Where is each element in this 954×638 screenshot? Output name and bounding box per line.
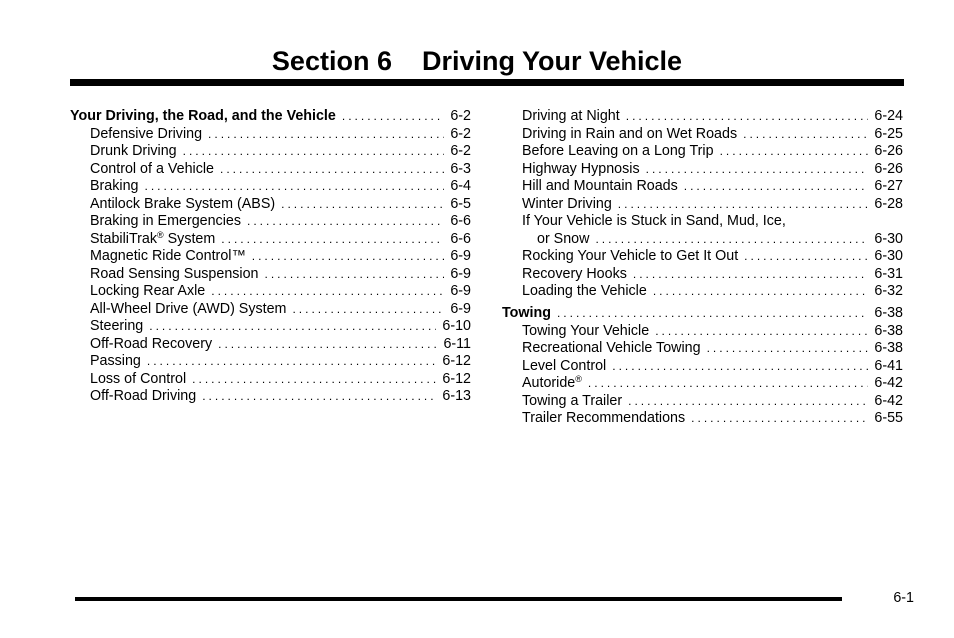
toc-entry-label (70, 248, 246, 266)
toc-entry-title: Recovery Hooks (522, 265, 627, 282)
toc-entry-title: Your Driving, the Road, and the Vehicle (70, 108, 336, 124)
dot-leader (218, 336, 437, 354)
toc-entry-page: 6-5 (450, 195, 471, 212)
toc-entry-page: 6-30 (874, 230, 903, 247)
dot-leader (707, 340, 869, 358)
toc-entry[interactable] (502, 410, 903, 428)
toc-entry-label (70, 196, 275, 214)
toc-entry[interactable] (502, 231, 903, 249)
toc-entry-page: 6-9 (450, 265, 471, 282)
registered-mark: ® (575, 374, 582, 384)
dot-leader (208, 126, 444, 144)
toc-entry[interactable] (502, 358, 903, 376)
toc-entry-page: 6-55 (874, 410, 903, 426)
toc-entry-label (502, 340, 701, 358)
toc-entry-label (70, 126, 202, 144)
dot-leader (247, 213, 444, 231)
toc-entry[interactable] (70, 231, 471, 249)
toc-entry-title: or Snow (537, 230, 590, 247)
toc-entry-page: 6-42 (874, 375, 903, 391)
toc-entry-page: 6-9 (450, 248, 471, 264)
toc-entry-page: 6-41 (874, 357, 903, 374)
toc-entry-title: Rocking Your Vehicle to Get It Out (522, 248, 739, 264)
toc-entry-label (502, 305, 551, 323)
toc-entry-title: Highway Hypnosis (522, 160, 640, 177)
toc-entry-page: 6-38 (874, 322, 903, 339)
toc-entry-label (70, 283, 205, 301)
toc-entry-title: Driving in Rain and on Wet Roads (522, 125, 738, 142)
toc-entry-title: Defensive Driving (90, 125, 203, 142)
dot-leader (595, 231, 868, 249)
toc-entry[interactable] (70, 213, 471, 231)
toc-entry-title: Autoride (522, 375, 576, 391)
toc-entry-title: Level Control (522, 357, 607, 374)
toc-entry[interactable] (502, 126, 903, 144)
toc-entry-label (502, 323, 649, 341)
dot-leader (720, 143, 869, 161)
toc-entry-label (502, 283, 647, 301)
toc-entry-page: 6-9 (450, 283, 471, 299)
registered-mark: ® (157, 229, 164, 240)
dot-leader (211, 283, 444, 301)
toc-entry[interactable] (70, 248, 471, 266)
toc-entry-title: Recreational Vehicle Towing (522, 340, 701, 356)
toc-entry[interactable] (502, 143, 903, 161)
toc-entry-page: 6-9 (450, 300, 471, 317)
dot-leader (147, 353, 437, 371)
toc-entry-title: Antilock Brake System (ABS) (90, 195, 276, 212)
toc-entry-page: 6-2 (450, 108, 471, 124)
dot-leader (144, 178, 444, 196)
toc-entry[interactable] (70, 318, 471, 336)
toc-entry-label (502, 410, 685, 428)
toc-entry[interactable] (70, 371, 471, 389)
toc-entry-label (502, 108, 620, 126)
toc-entry[interactable] (502, 375, 903, 393)
toc-entry[interactable] (502, 305, 903, 323)
toc-entry-page: 6-24 (874, 108, 903, 124)
dot-leader (684, 178, 869, 196)
toc-right-column (502, 108, 903, 428)
dot-leader (557, 305, 868, 323)
toc-entry-page: 6-12 (442, 370, 471, 387)
toc-entry-title: Towing Your Vehicle (522, 322, 650, 339)
toc-entry-page: 6-28 (874, 195, 903, 212)
toc-entry-label (70, 301, 286, 319)
dot-leader (192, 371, 436, 389)
toc-entry-page: 6-25 (874, 125, 903, 142)
toc-entry-page: 6-38 (874, 305, 903, 321)
toc-entry-title: Braking in Emergencies (90, 213, 241, 229)
dot-leader (252, 248, 445, 266)
toc-entry-title: Towing a Trailer (522, 392, 623, 409)
dot-leader (220, 161, 444, 179)
toc-entry-label (502, 213, 786, 231)
toc-entry-label (502, 375, 582, 393)
toc-entry-title: Braking (90, 178, 139, 194)
toc-entry-label (70, 108, 336, 126)
toc-entry-page: 6-31 (874, 265, 903, 282)
toc-entry[interactable] (70, 161, 471, 179)
dot-leader (653, 283, 869, 301)
toc-entry-title: Drunk Driving (90, 143, 177, 159)
dot-leader (743, 126, 868, 144)
toc-entry-title: Winter Driving (522, 195, 612, 212)
toc-entry-page: 6-38 (874, 340, 903, 356)
toc-entry[interactable] (70, 126, 471, 144)
dot-leader (281, 196, 444, 214)
toc-entry-label (502, 248, 738, 266)
toc-entry-page: 6-42 (874, 392, 903, 409)
toc-entry-page: 6-4 (450, 178, 471, 194)
toc-entry-label (502, 143, 714, 161)
toc-entry-label (502, 161, 640, 179)
toc-entry-page: 6-27 (874, 178, 903, 194)
dot-leader (588, 375, 868, 393)
toc-entry-page: 6-3 (450, 160, 471, 177)
dot-leader (265, 266, 445, 284)
toc-entry-page: 6-32 (874, 283, 903, 299)
toc-entry-title: Passing (90, 353, 141, 369)
title-rule (70, 79, 904, 86)
toc-entry[interactable] (502, 213, 903, 231)
toc-entry[interactable] (70, 283, 471, 301)
dot-leader (628, 393, 868, 411)
toc-entry-label (70, 353, 141, 371)
toc-entry-label (502, 196, 612, 214)
toc-entry-page: 6-2 (450, 143, 471, 159)
toc-entry[interactable] (70, 108, 471, 126)
toc-entry-page: 6-13 (442, 388, 471, 404)
toc-entry[interactable] (70, 353, 471, 371)
toc-entry-page: 6-30 (874, 248, 903, 264)
toc-entry-title: Loading the Vehicle (522, 283, 647, 299)
toc-entry-page: 6-6 (450, 213, 471, 229)
toc-entry[interactable] (502, 196, 903, 214)
toc-entry-title: All-Wheel Drive (AWD) System (90, 300, 287, 317)
dot-leader (646, 161, 869, 179)
toc-entry-page: 6-11 (443, 335, 471, 352)
toc-entry-title: Steering (90, 318, 144, 334)
toc-entry-page: 6-26 (874, 143, 903, 159)
toc-entry-label (70, 143, 177, 161)
toc-entry-title: Trailer Recommendations (522, 410, 686, 426)
toc-left-column (70, 108, 471, 406)
toc-entry[interactable] (502, 178, 903, 196)
toc-entry-label (502, 231, 589, 249)
toc-entry[interactable] (70, 388, 471, 406)
toc-entry[interactable] (502, 161, 903, 179)
dot-leader (655, 323, 868, 341)
toc-entry[interactable] (502, 108, 903, 126)
dot-leader (612, 358, 868, 376)
toc-entry-title: Road Sensing Suspension (90, 265, 259, 282)
toc-entry[interactable] (70, 143, 471, 161)
dot-leader (221, 231, 444, 249)
toc-entry[interactable] (502, 283, 903, 301)
dot-leader (744, 248, 868, 266)
toc-entry[interactable] (502, 266, 903, 284)
dot-leader (149, 318, 436, 336)
toc-entry-title: Off-Road Recovery (90, 335, 213, 352)
toc-entry-label (502, 178, 678, 196)
footer-rule (75, 597, 842, 601)
toc-entry[interactable] (502, 340, 903, 358)
toc-entry-label (70, 266, 259, 284)
toc-entry[interactable] (502, 393, 903, 411)
toc-entry-label (70, 371, 186, 389)
toc-entry-page: 6-6 (450, 230, 471, 247)
footer-page-number: 6-1 (893, 590, 914, 606)
toc-entry[interactable] (502, 323, 903, 341)
dot-leader (292, 301, 444, 319)
dot-leader (691, 410, 868, 428)
toc-entry-title: Control of a Vehicle (90, 160, 214, 177)
toc-entry-label (70, 318, 143, 336)
toc-entry-label (502, 358, 606, 376)
dot-leader (618, 196, 869, 214)
section-title: Section 6 Driving Your Vehicle (271, 46, 683, 76)
toc-entry[interactable] (70, 266, 471, 284)
toc-entry-label (502, 266, 627, 284)
toc-entry[interactable] (70, 336, 471, 354)
toc-entry-label (70, 161, 214, 179)
toc-entry[interactable] (502, 248, 903, 266)
toc-entry-page: 6-26 (874, 160, 903, 177)
toc-entry-title: Driving at Night (522, 108, 620, 124)
dot-leader (342, 108, 444, 126)
toc-entry-title: Off-Road Driving (90, 388, 197, 404)
toc-entry-title: Hill and Mountain Roads (522, 178, 678, 194)
toc-entry-label (70, 231, 215, 249)
toc-entry-title-suffix: System (163, 230, 216, 247)
toc-entry-page: 6-2 (450, 125, 471, 142)
dot-leader (183, 143, 445, 161)
toc-entry-title: Towing (502, 305, 551, 321)
toc-entry-title: Before Leaving on a Long Trip (522, 143, 714, 159)
toc-entry-title: Magnetic Ride Control™ (90, 248, 246, 264)
toc-entry-page: 6-10 (442, 318, 471, 334)
toc-entry-page: 6-12 (442, 353, 471, 369)
dot-leader (202, 388, 436, 406)
toc-entry[interactable] (70, 196, 471, 214)
toc-entry-label (70, 213, 241, 231)
toc-entry-label (502, 126, 737, 144)
dot-leader (633, 266, 868, 284)
toc-entry[interactable] (70, 301, 471, 319)
toc-entry-label (502, 393, 622, 411)
toc-entry-label (70, 178, 138, 196)
toc-entry[interactable] (70, 178, 471, 196)
toc-entry-title: Loss of Control (90, 370, 187, 387)
toc-entry-label (70, 388, 196, 406)
dot-leader (626, 108, 869, 126)
toc-entry-title: If Your Vehicle is Stuck in Sand, Mud, Ice, (522, 213, 786, 229)
toc-entry-title: StabiliTrak (90, 230, 158, 247)
toc-entry-label (70, 336, 212, 354)
toc-entry-title: Locking Rear Axle (90, 283, 206, 299)
